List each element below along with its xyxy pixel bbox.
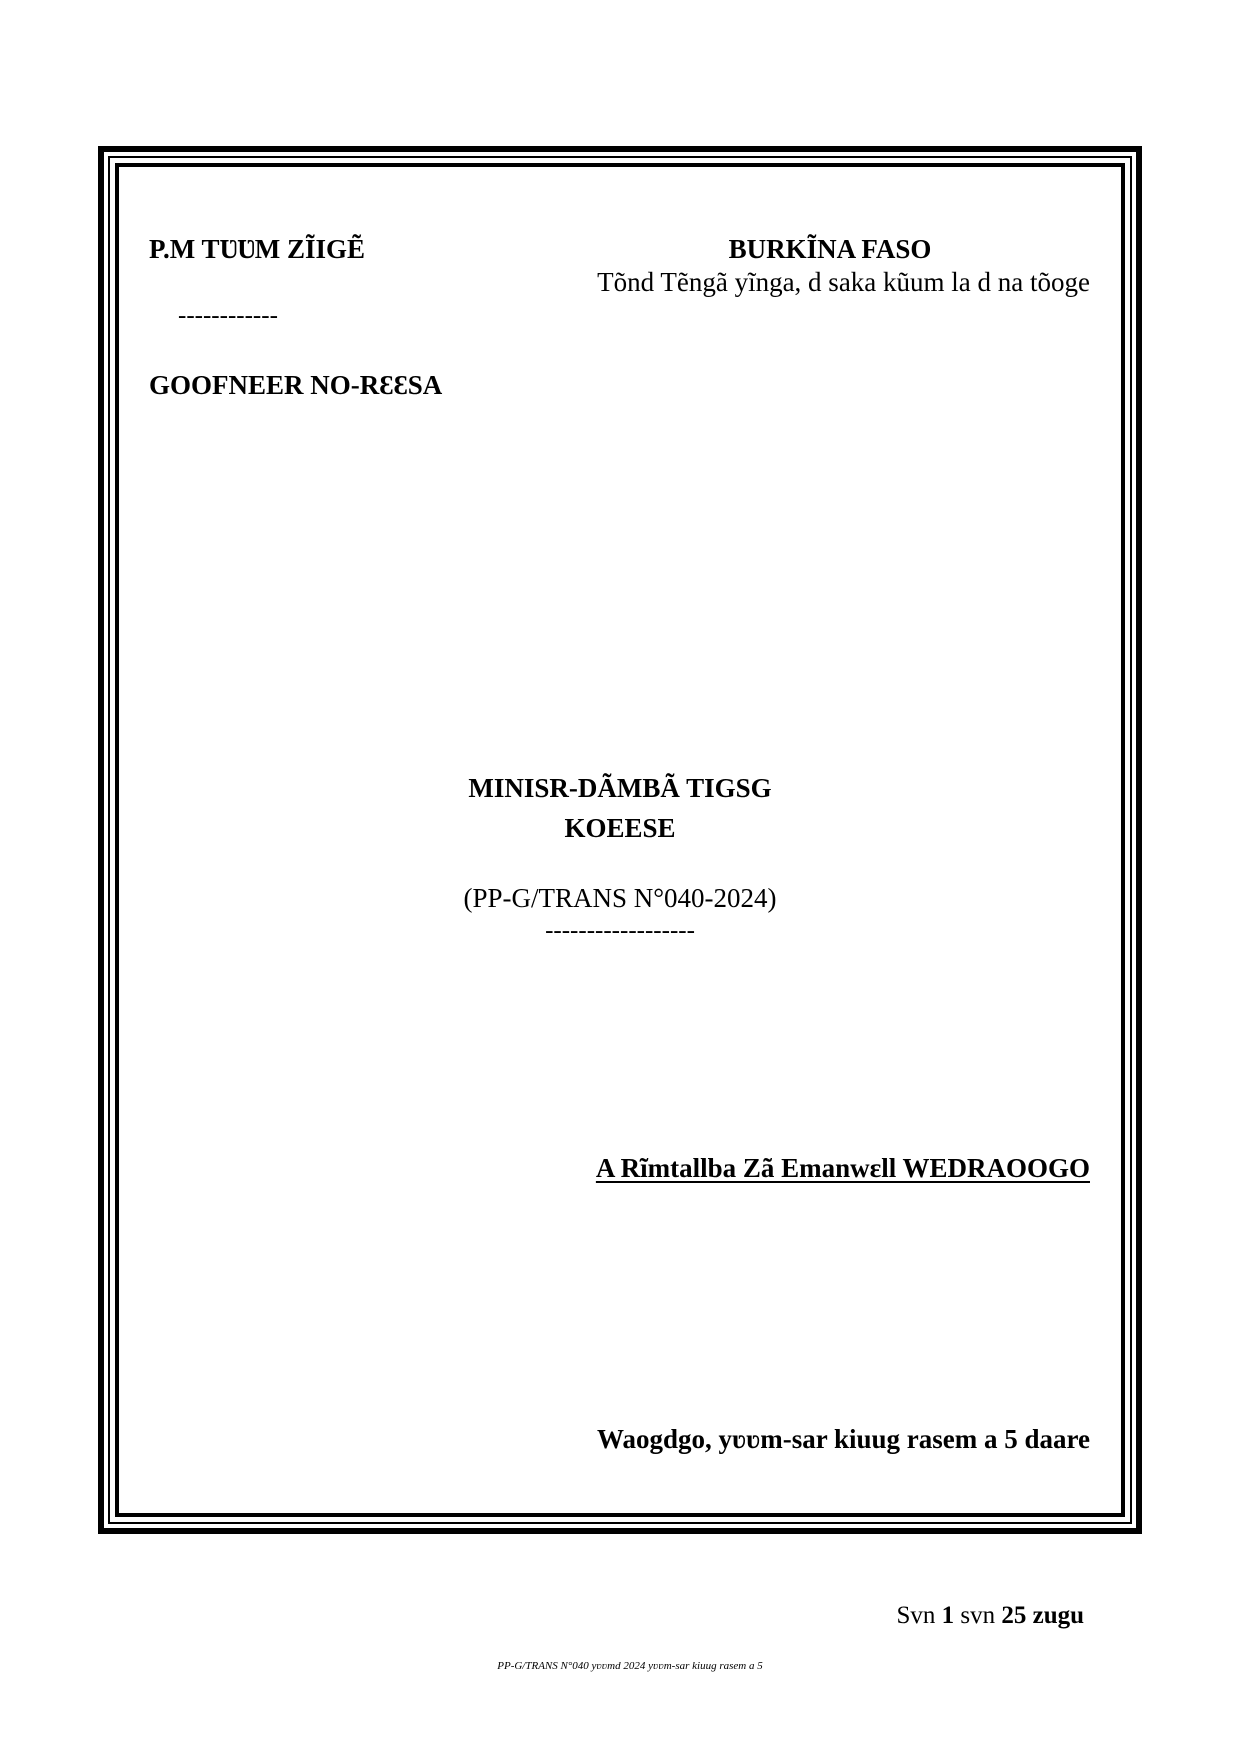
page-number [896,1602,1084,1630]
document-reference-separator: ------------------ [545,917,695,944]
page-number-prefix: Svn [896,1602,936,1629]
document-title-line-2: KOEESE [564,813,676,843]
page-number-current: 1 [941,1602,955,1629]
document-reference: (PP-G/TRANS N°040-2024) [463,883,777,913]
place-and-date: Waogdgo, yʋʋm-sar kiuug rasem a 5 daare [596,1424,1090,1454]
page-number-total: 25 [1001,1602,1027,1629]
footer-reference: PP-G/TRANS N°040 yʋʋmd 2024 yʋʋm-sar kiuug rasem a 5 [497,1660,763,1672]
institution-separator: ------------ [178,302,278,329]
page-number-mid: svn [960,1602,996,1629]
country-name: BURKĨNA FASO [728,234,932,264]
national-motto: Tõnd Tẽngã yĩnga, d saka kũum la d na tõoge [597,267,1090,297]
institution-ministry: GOOFNEER NO-RƐƐSA [149,370,443,400]
page-number-suffix: zugu [1032,1602,1084,1629]
document-title-line-1: MINISR-DÃMBÃ TIGSG [468,773,772,803]
signatory-name: A Rĩmtallba Zã Emanwɛll WEDRAOOGO [595,1153,1090,1183]
institution-title: P.M TƲƲM ZĨIGẼ [149,234,365,264]
